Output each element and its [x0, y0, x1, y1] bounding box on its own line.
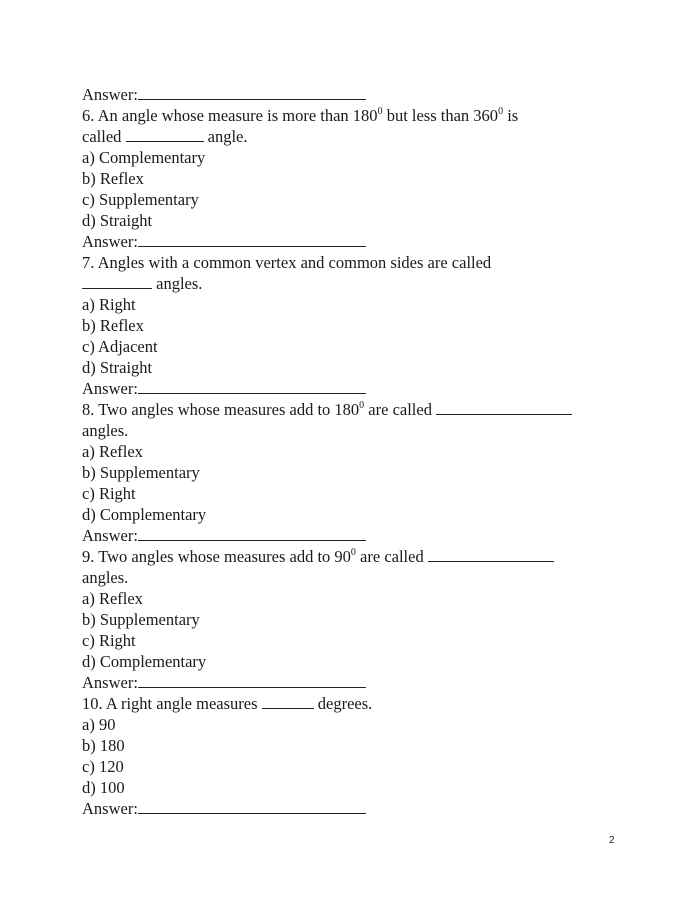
answer-line: [82, 798, 366, 819]
question-9-option-a: a) Reflex: [82, 589, 143, 608]
answer-label: Answer:: [82, 799, 138, 818]
question-6-option-b: b) Reflex: [82, 169, 144, 188]
answer-blank[interactable]: [138, 85, 366, 100]
question-7-stem: 7. Angles with a common vertex and common sides are called: [82, 253, 492, 272]
question-10-stem: 10. A right angle measures degrees.: [82, 694, 373, 713]
question-10-blank[interactable]: [262, 694, 314, 709]
question-8-option-c: c) Right: [82, 484, 136, 503]
question-6-option-c: c) Supplementary: [82, 190, 199, 209]
question-6-option-d: d) Straight: [82, 211, 153, 230]
answer-label: Answer:: [82, 526, 138, 545]
question-8-option-d: d) Complementary: [82, 505, 207, 524]
answer-line: [82, 84, 366, 105]
question-7-blank[interactable]: [82, 274, 152, 289]
answer-label: Answer:: [82, 85, 138, 104]
question-6-stem-line2: called angle.: [82, 127, 248, 146]
question-8-stem-line2: angles.: [82, 421, 129, 440]
question-7-option-b: b) Reflex: [82, 316, 144, 335]
question-8-stem: 8. Two angles whose measures add to $180^0$ are called: [82, 399, 572, 420]
question-6-blank[interactable]: [126, 127, 204, 142]
page-number: 2: [609, 835, 615, 846]
answer-blank[interactable]: [138, 379, 366, 394]
answer-label: Answer:: [82, 673, 138, 692]
answer-blank[interactable]: [138, 232, 366, 247]
answer-line: [82, 672, 366, 693]
question-7-stem-line2: angles.: [82, 273, 202, 294]
question-9-stem-line2: angles.: [82, 568, 129, 587]
answer-line: [82, 378, 366, 399]
answer-blank[interactable]: [138, 673, 366, 688]
question-9-option-c: c) Right: [82, 631, 136, 650]
question-8-blank[interactable]: [436, 400, 572, 415]
question-7-option-a: a) Right: [82, 295, 136, 314]
question-9-blank[interactable]: [428, 547, 554, 562]
question-10-option-b: b) 180: [82, 736, 125, 755]
question-10-option-c: c) 120: [82, 757, 124, 776]
answer-blank[interactable]: [138, 799, 366, 814]
question-8-option-b: b) Supplementary: [82, 463, 200, 482]
answer-label: Answer:: [82, 232, 138, 251]
answer-blank[interactable]: [138, 526, 366, 541]
question-6-option-a: a) Complementary: [82, 148, 206, 167]
question-8-option-a: a) Reflex: [82, 442, 143, 461]
answer-line: [82, 525, 366, 546]
question-7-option-d: d) Straight: [82, 358, 153, 377]
question-9-option-b: b) Supplementary: [82, 610, 200, 629]
question-10-option-d: d) 100: [82, 778, 125, 797]
question-10-option-a: a) 90: [82, 715, 116, 734]
question-7-option-c: c) Adjacent: [82, 337, 158, 356]
question-6-stem: 6. An angle whose measure is more than $180^0$ but less than $360^0$ is: [82, 106, 519, 125]
question-9-stem: 9. Two angles whose measures add to $90^0$ are called: [82, 546, 554, 567]
question-9-option-d: d) Complementary: [82, 652, 207, 671]
answer-label: Answer:: [82, 379, 138, 398]
answer-line: [82, 231, 366, 252]
